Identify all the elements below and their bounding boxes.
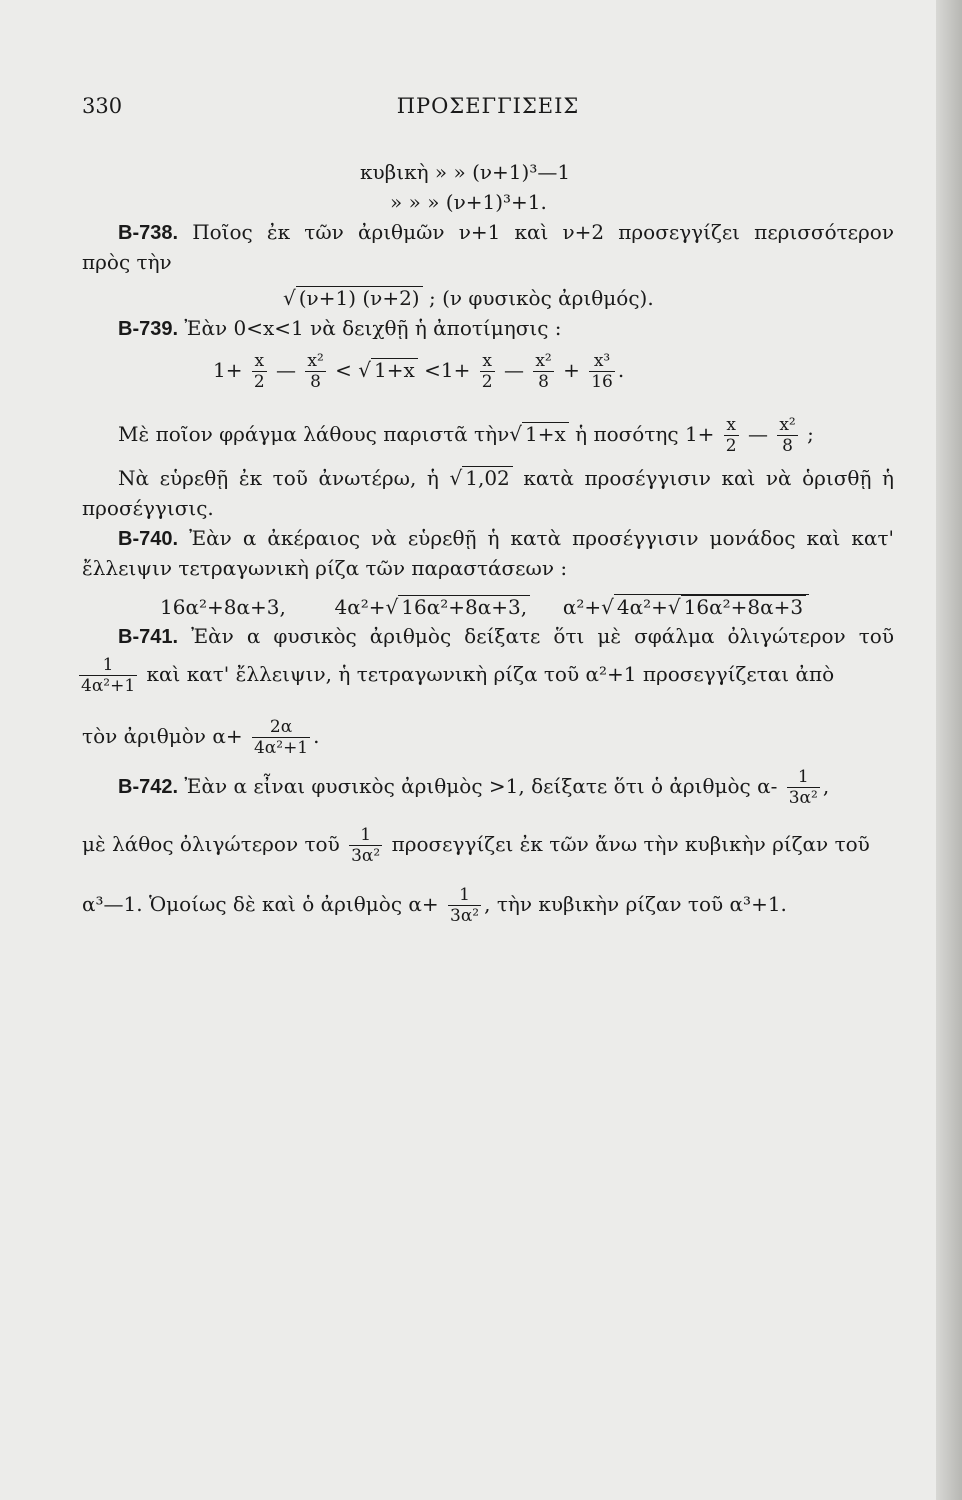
page-number: 330 xyxy=(82,94,123,118)
expression: α²+ xyxy=(562,595,602,619)
problem-text: Ἐὰν α φυσικὸς ἀριθμὸς δείξατε ὅτι μὲ σφάλμα ὀλιγώτερον τοῦ xyxy=(191,624,894,648)
term: . xyxy=(617,358,625,382)
radicand: 16α²+8α+3, xyxy=(398,595,530,618)
fraction: $\frac{\text{x²}}{8}$ xyxy=(779,415,796,456)
text: Νὰ εὑρεθῇ ἐκ τοῦ ἀνωτέρω, ἡ xyxy=(118,466,439,490)
problem-b738-formula: √ (ν+1) (ν+2) ; (ν φυσικὸς ἀριθμός). xyxy=(283,286,654,310)
term: — xyxy=(747,422,768,446)
text: α³—1. Ὁμοίως δὲ καὶ ὁ ἀριθμὸς α+ xyxy=(82,892,439,916)
problem-b741 xyxy=(118,624,894,649)
problem-label: Β-738. xyxy=(118,222,179,244)
problem-b742-line2 xyxy=(82,820,894,868)
problem-text: Ποῖος ἐκ τῶν ἀριθμῶν ν+1 καὶ ν+2 προσεγγίζει περισσότερον xyxy=(192,220,895,244)
problem-b738-cont: πρὸς τὴν xyxy=(82,250,172,274)
line-cubic-1: κυβικὴ » » (ν+1)³—1 xyxy=(360,160,571,184)
problem-b740 xyxy=(118,526,894,551)
fraction: $\frac{x}{2}$ xyxy=(253,351,265,392)
term: , xyxy=(822,774,830,798)
text: , τὴν κυβικὴν ρίζαν τοῦ α³+1. xyxy=(484,892,787,916)
term: < xyxy=(335,358,352,382)
question-approx: Νὰ εὑρεθῇ ἐκ τοῦ ἀνωτέρω, ἡ √ 1,02 κατὰ προσέγγισιν καὶ νὰ ὁρισθῇ ἡ xyxy=(118,466,895,490)
problem-b741-cont2 xyxy=(82,712,319,760)
fraction: $\frac{\text{x²}}{8}$ xyxy=(535,351,552,392)
expression: 16α²+8α+3, xyxy=(160,595,286,619)
problem-b741-cont xyxy=(76,650,894,698)
question-approx-cont: προσέγγισις. xyxy=(82,496,214,520)
fraction: $\frac{2\alpha}{\text{4α²+1}}$ xyxy=(253,717,309,758)
radicand: (ν+1) (ν+2) xyxy=(296,286,423,309)
formula-tail: ; (ν φυσικὸς ἀριθμός). xyxy=(428,286,654,310)
problem-b742 xyxy=(118,762,894,811)
problem-b742-line3 xyxy=(82,880,787,928)
expression: 4α²+ xyxy=(334,595,386,619)
term: — xyxy=(503,358,524,382)
radicand: 1+x xyxy=(371,358,418,381)
problem-b738 xyxy=(118,220,894,245)
fraction: $\frac{1}{\text{3α²}}$ xyxy=(788,767,818,808)
text: ἡ ποσότης 1+ xyxy=(575,422,715,446)
problem-label: Β-742. xyxy=(118,776,179,798)
text: κατὰ προσέγγισιν καὶ νὰ ὁρισθῇ ἡ xyxy=(523,466,895,490)
book-spine-edge xyxy=(936,0,962,1500)
text: τὸν ἀριθμὸν α+ xyxy=(82,724,243,748)
text: μὲ λάθος ὀλιγώτερον τοῦ xyxy=(82,832,340,856)
text: Μὲ ποῖον φράγμα λάθους παριστᾶ τὴν xyxy=(118,422,510,446)
term: <1+ xyxy=(424,358,471,382)
problem-text: Ἐὰν 0<x<1 νὰ δειχθῇ ἡ ἀποτίμησις : xyxy=(184,316,562,340)
term: — xyxy=(276,358,297,382)
problem-label: Β-739. xyxy=(118,318,179,340)
fraction: $\frac{\text{x²}}{8}$ xyxy=(307,351,324,392)
problem-text: Ἐὰν α ἀκέραιος νὰ εὑρεθῇ ἡ κατὰ προσέγγισιν μονάδος καὶ κατ' xyxy=(189,526,895,550)
radicand: 1,02 xyxy=(462,466,513,489)
fraction: $\frac{1}{\text{3α²}}$ xyxy=(450,885,480,926)
term: + xyxy=(563,358,580,382)
radicand: 4α²+√ 16α²+8α+3 xyxy=(614,594,809,618)
question-error-bound: Μὲ ποῖον φράγμα λάθους παριστᾶ τὴν√ 1+x ἡ ποσότης 1+ $\frac{x}{2}$ — $\frac{\text{x²}}{8}$ ; xyxy=(118,415,814,456)
fraction: $\frac{x}{2}$ xyxy=(481,351,493,392)
term: ; xyxy=(807,422,814,446)
problem-label: Β-740. xyxy=(118,528,179,550)
inequality: 1+ $\frac{x}{2}$ — $\frac{\text{x²}}{8}$ < √ 1+x <1+ $\frac{x}{2}$ — $\frac{\text{x²}}{8}$ + $\frac{\text{x³}}{16}$ . xyxy=(213,351,625,392)
problem-b739 xyxy=(118,316,562,341)
text: καὶ κατ' ἔλλειψιν, ἡ τετραγωνικὴ ρίζα τοῦ α²+1 προσεγγίζεται ἀπὸ xyxy=(146,662,835,686)
running-title: ΠΡΟΣΕΓΓΙΣΕΙΣ xyxy=(396,94,580,118)
problem-label: Β-741. xyxy=(118,626,179,648)
fraction: $\frac{\text{x³}}{16}$ xyxy=(591,351,613,392)
problem-text: Ἐὰν α εἶναι φυσικὸς ἀριθμὸς >1, δείξατε ὅτι ὁ ἀριθμὸς α- xyxy=(184,774,778,798)
text: προσεγγίζει ἐκ τῶν ἄνω τὴν κυβικὴν ρίζαν τοῦ xyxy=(391,832,870,856)
radicand: 1+x xyxy=(522,422,569,445)
problem-b740-cont: ἔλλειψιν τετραγωνικὴ ρίζα τῶν παραστάσεων : xyxy=(82,556,568,580)
expressions: 16α²+8α+3, 4α²+√ 16α²+8α+3, α²+√ 4α²+√ 16α²+8α+3 xyxy=(160,594,809,619)
term: . xyxy=(313,724,320,748)
fraction: $\frac{x}{2}$ xyxy=(725,415,737,456)
line-cubic-2: » » » (ν+1)³+1. xyxy=(390,190,547,214)
fraction: $\frac{1}{\text{4α²+1}}$ xyxy=(81,655,136,696)
radicand-inner: 16α²+8α+3 xyxy=(681,595,806,618)
fraction: $\frac{1}{\text{3α²}}$ xyxy=(351,825,381,866)
term: 1+ xyxy=(213,358,243,382)
